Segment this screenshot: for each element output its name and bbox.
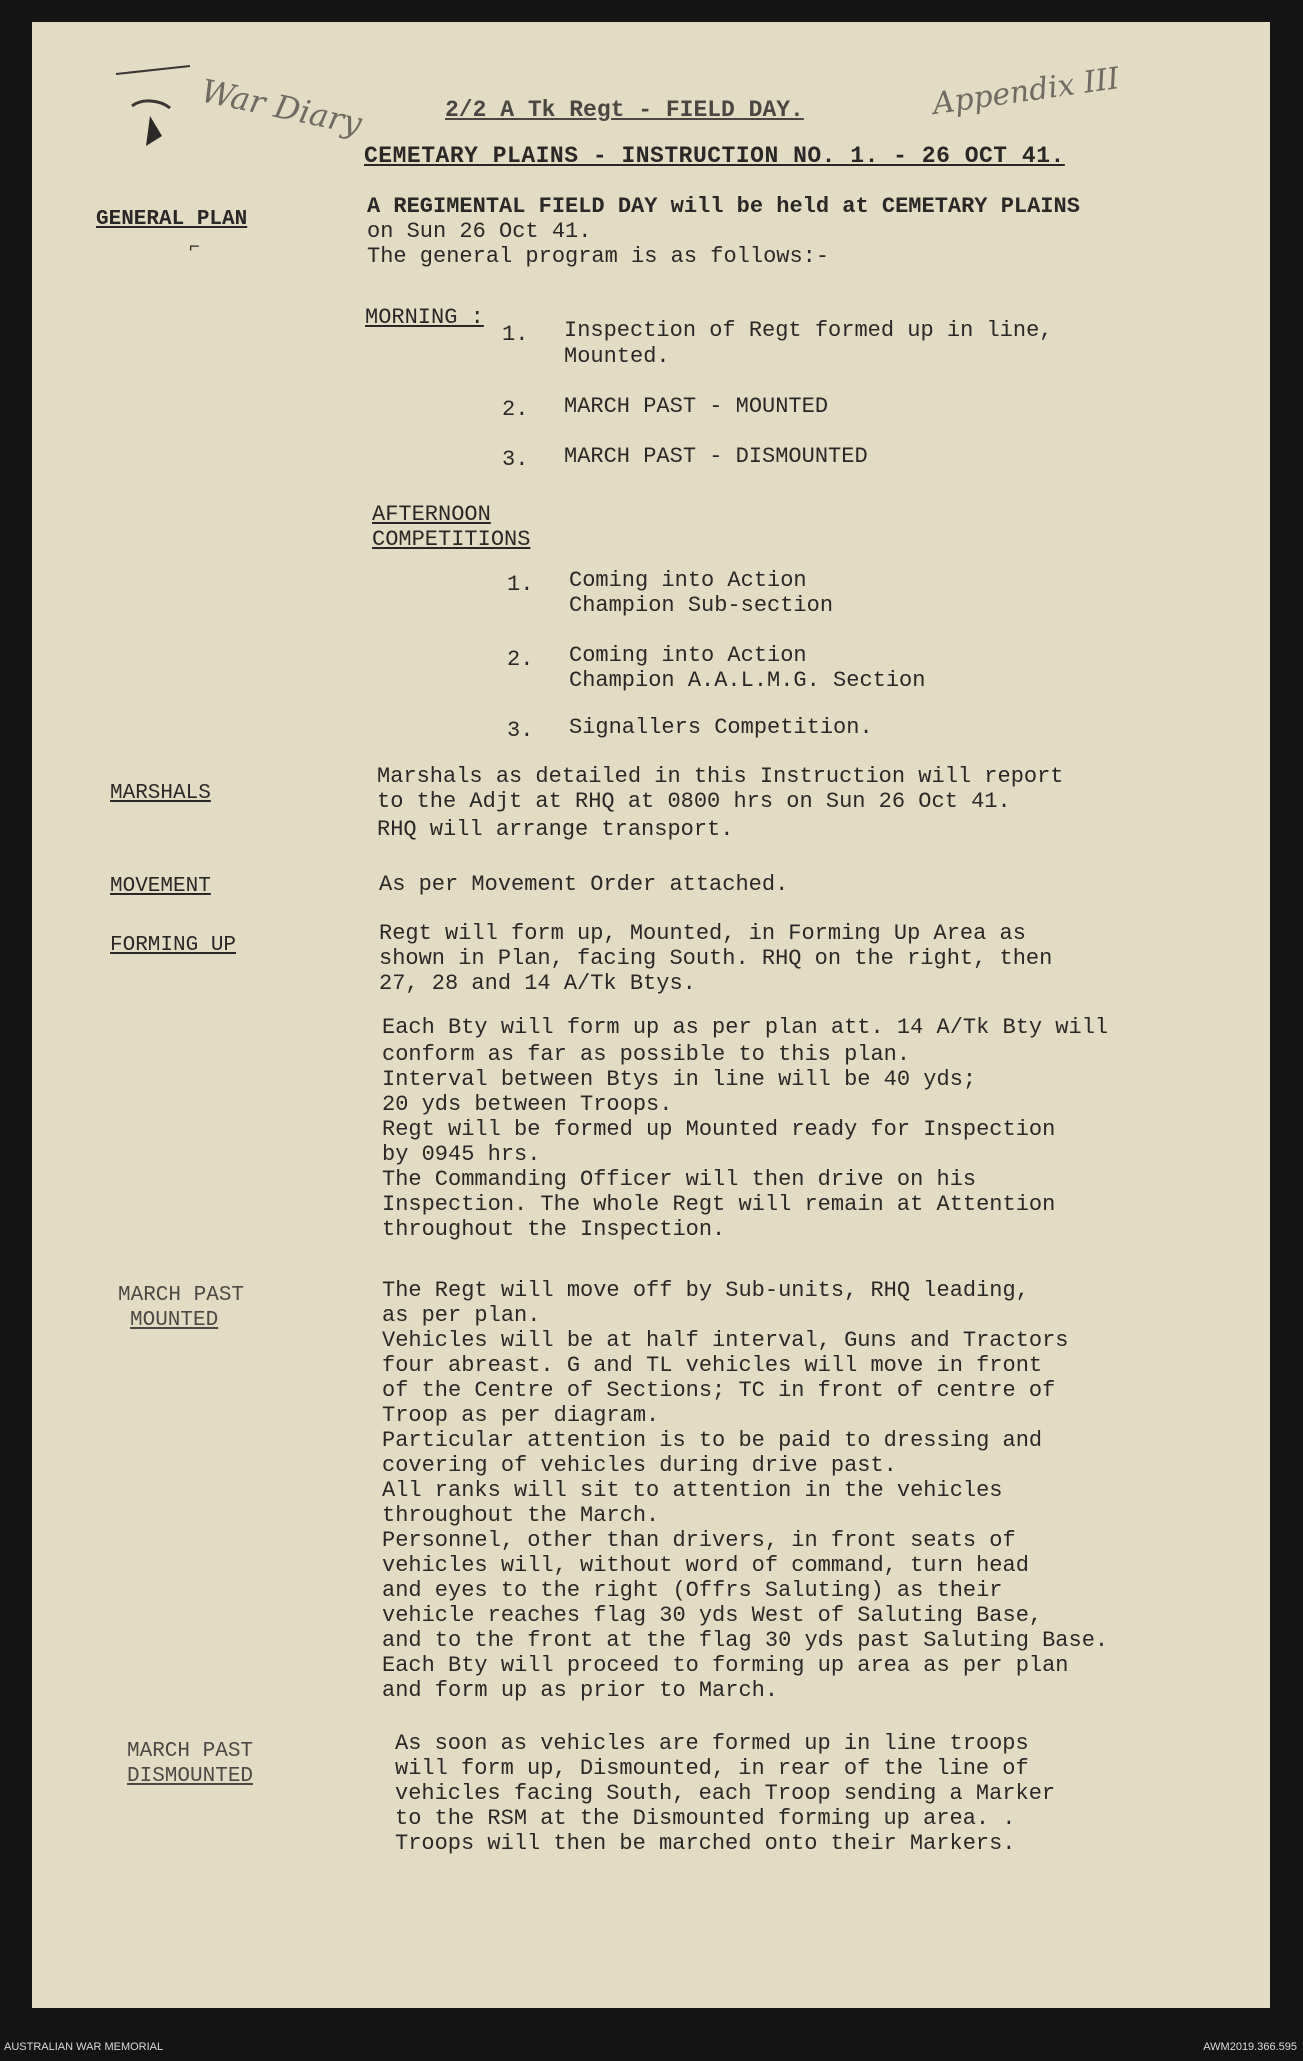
- section-label-march-past-mounted: MARCH PAST: [118, 1284, 245, 1307]
- section-label-movement: MOVEMENT: [110, 875, 211, 898]
- afternoon-item-number: 2.: [507, 647, 534, 672]
- document-page: [32, 22, 1270, 2008]
- march-past-dismounted-line: vehicles facing South, each Troop sending a Marker: [395, 1781, 1056, 1806]
- footer-archive-name: AUSTRALIAN WAR MEMORIAL: [4, 2041, 164, 2053]
- afternoon-label: AFTERNOON: [372, 502, 491, 527]
- handwritten-note-war-diary: War Diary: [197, 71, 366, 143]
- afternoon-item-text: Signallers Competition.: [569, 715, 873, 740]
- march-past-mounted-line: vehicles will, without word of command, turn head: [382, 1553, 1029, 1578]
- march-past-dismounted-line: Troops will then be marched onto their Markers.: [395, 1831, 1016, 1856]
- march-past-mounted-line: and form up as prior to March.: [382, 1678, 779, 1703]
- marshals-line: RHQ will arrange transport.: [377, 817, 734, 842]
- ink-tick: ⌐: [189, 238, 200, 258]
- march-past-dismounted-line: will form up, Dismounted, in rear of the line of: [395, 1756, 1029, 1781]
- section-label-march-past-dismounted: MARCH PAST: [127, 1740, 254, 1763]
- forming-up-line: shown in Plan, facing South. RHQ on the right, then: [379, 946, 1053, 971]
- march-past-mounted-line: of the Centre of Sections; TC in front of centre of: [382, 1378, 1056, 1403]
- march-past-mounted-line: throughout the March.: [382, 1503, 660, 1528]
- march-past-mounted-line: Each Bty will proceed to forming up area as per plan: [382, 1653, 1069, 1678]
- morning-item-text: Mounted.: [564, 344, 670, 369]
- forming-up-line: Inspection. The whole Regt will remain at Attention: [382, 1192, 1056, 1217]
- forming-up-line: conform as far as possible to this plan.: [382, 1042, 911, 1067]
- forming-up-line: 20 yds between Troops.: [382, 1092, 673, 1117]
- handwritten-note-appendix: Appendix III: [930, 61, 1122, 122]
- section-label-march-past-mounted: MOUNTED: [130, 1309, 219, 1332]
- march-past-mounted-line: Vehicles will be at half interval, Guns and Tractors: [382, 1328, 1069, 1353]
- forming-up-line: Regt will form up, Mounted, in Forming Up Area as: [379, 921, 1026, 946]
- afternoon-item-number: 3.: [507, 718, 534, 743]
- morning-label: MORNING :: [365, 305, 484, 330]
- march-past-mounted-line: as per plan.: [382, 1303, 541, 1328]
- morning-item-text: MARCH PAST - DISMOUNTED: [564, 444, 868, 469]
- morning-item-number: 2.: [502, 397, 529, 422]
- forming-up-line: Interval between Btys in line will be 40 yds;: [382, 1067, 977, 1092]
- forming-up-line: throughout the Inspection.: [382, 1217, 726, 1242]
- section-label-march-past-dismounted: DISMOUNTED: [127, 1765, 254, 1788]
- march-past-mounted-line: vehicle reaches flag 30 yds West of Saluting Base,: [382, 1603, 1043, 1628]
- march-past-mounted-line: four abreast. G and TL vehicles will move in front: [382, 1353, 1043, 1378]
- general-plan-line: on Sun 26 Oct 41.: [367, 219, 592, 244]
- document-subtitle: CEMETARY PLAINS - INSTRUCTION NO. 1. - 26 OCT 41.: [364, 143, 1065, 169]
- document-title: 2/2 A Tk Regt - FIELD DAY.: [445, 97, 804, 123]
- section-label-forming-up: FORMING UP: [110, 934, 237, 957]
- march-past-mounted-line: All ranks will sit to attention in the vehicles: [382, 1478, 1003, 1503]
- movement-line: As per Movement Order attached.: [379, 872, 789, 897]
- march-past-dismounted-line: As soon as vehicles are formed up in line troops: [395, 1731, 1029, 1756]
- afternoon-label: COMPETITIONS: [372, 527, 531, 552]
- forming-up-line: The Commanding Officer will then drive on his: [382, 1167, 977, 1192]
- afternoon-item-text: Champion Sub-section: [569, 593, 834, 618]
- march-past-mounted-line: The Regt will move off by Sub-units, RHQ leading,: [382, 1278, 1029, 1303]
- afternoon-item-number: 1.: [507, 572, 534, 597]
- forming-up-line: by 0945 hrs.: [382, 1142, 541, 1167]
- footer-catalogue-id: AWM2019.366.595: [1203, 2041, 1297, 2053]
- march-past-mounted-line: and eyes to the right (Offrs Saluting) as their: [382, 1578, 1003, 1603]
- afternoon-item-text: Champion A.A.L.M.G. Section: [569, 668, 926, 693]
- forming-up-line: Regt will be formed up Mounted ready for Inspection: [382, 1117, 1056, 1142]
- ink-mark: [72, 36, 192, 146]
- general-plan-line: The general program is as follows:-: [367, 244, 830, 269]
- marshals-line: to the Adjt at RHQ at 0800 hrs on Sun 26 Oct 41.: [377, 789, 1011, 814]
- march-past-mounted-line: and to the front at the flag 30 yds past Saluting Base.: [382, 1628, 1109, 1653]
- march-past-dismounted-line: to the RSM at the Dismounted forming up area. .: [395, 1806, 1016, 1831]
- afternoon-item-text: Coming into Action: [569, 568, 807, 593]
- forming-up-line: 27, 28 and 14 A/Tk Btys.: [379, 971, 696, 996]
- march-past-mounted-line: Personnel, other than drivers, in front seats of: [382, 1528, 1016, 1553]
- morning-item-number: 3.: [502, 447, 529, 472]
- forming-up-line: Each Bty will form up as per plan att. 14 A/Tk Bty will: [382, 1015, 1109, 1040]
- afternoon-item-text: Coming into Action: [569, 643, 807, 668]
- march-past-mounted-line: Particular attention is to be paid to dressing and: [382, 1428, 1043, 1453]
- march-past-mounted-line: Troop as per diagram.: [382, 1403, 660, 1428]
- section-label-marshals: MARSHALS: [110, 782, 211, 805]
- morning-item-text: Inspection of Regt formed up in line,: [564, 318, 1053, 343]
- section-label-general-plan: GENERAL PLAN: [96, 208, 248, 231]
- morning-item-text: MARCH PAST - MOUNTED: [564, 394, 829, 419]
- general-plan-line: A REGIMENTAL FIELD DAY will be held at CEMETARY PLAINS: [367, 194, 1080, 219]
- marshals-line: Marshals as detailed in this Instruction will report: [377, 764, 1064, 789]
- march-past-mounted-line: covering of vehicles during drive past.: [382, 1453, 897, 1478]
- morning-item-number: 1.: [502, 322, 529, 347]
